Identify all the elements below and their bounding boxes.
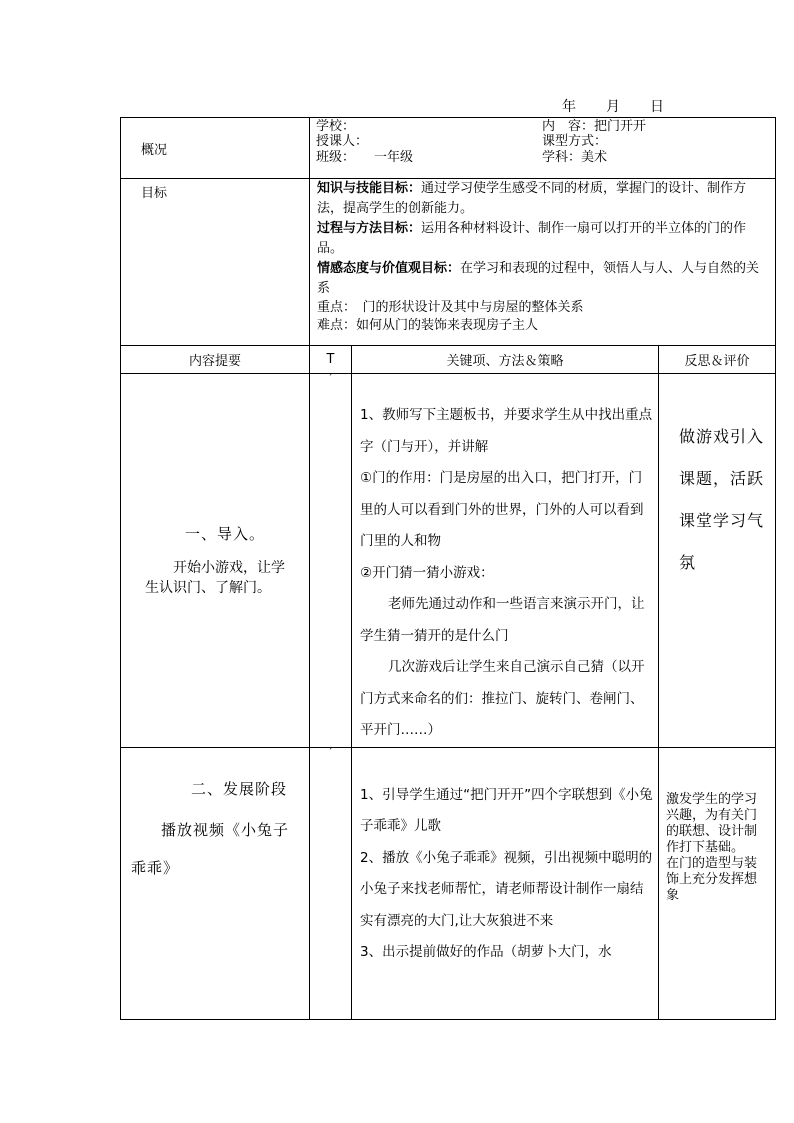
section1-p2: ①门的作用：门是房屋的出入口，把门打开，门里的人可以看到门外的世界，门外的人可以看到门里的人和物 bbox=[360, 470, 644, 549]
emotion-title: 情感态度与价值观目标： bbox=[317, 261, 461, 276]
school-label: 学校： bbox=[316, 119, 356, 134]
overview-label: 概况 bbox=[121, 118, 310, 179]
section1-row bbox=[121, 374, 776, 748]
date-month: 月 bbox=[606, 99, 620, 115]
section1-mark: ´ bbox=[328, 374, 333, 384]
difficulty-point: 难点：如何从门的装饰来表现房子主人 bbox=[317, 318, 539, 333]
section1-method bbox=[352, 374, 659, 748]
goals-label: 目标 bbox=[121, 179, 310, 346]
section2-row bbox=[121, 747, 776, 1019]
teacher-label: 授课人： bbox=[316, 134, 369, 149]
key-point: 重点： 门的形状设计及其中与房屋的整体关系 bbox=[317, 300, 584, 315]
type-label: 课型方式： bbox=[542, 134, 608, 149]
overview-row bbox=[121, 118, 776, 179]
date-line bbox=[562, 96, 664, 116]
goals-row bbox=[121, 179, 776, 346]
class-label: 班级： bbox=[316, 150, 356, 165]
knowledge-text: 通过学习使学生感受不同的材质，掌握门的设计、制作方法，提高学生的创新能力。 bbox=[317, 181, 747, 216]
section1-p5: 几次游戏后让学生来自己演示自己猜（以开门方式来命名的们：推拉门、旋转门、卷闸门、平开门……） bbox=[360, 659, 645, 738]
section2-content bbox=[121, 747, 310, 1019]
section2-p3: 3、出示提前做好的作品（胡萝卜大门，水 bbox=[360, 944, 612, 960]
section2-mark: ´ bbox=[328, 747, 333, 758]
header-time: T bbox=[310, 346, 352, 374]
header-row bbox=[121, 346, 776, 374]
section2-p1: 1、引导学生通过“把门开开”四个字联想到《小兔子乖乖》儿歌 bbox=[360, 786, 653, 834]
subject-label: 学科：美术 bbox=[542, 150, 608, 165]
section1-time bbox=[310, 374, 352, 748]
section2-reflection-1: 激发学生的学习兴趣，为有关门的联想、设计制作打下基础。 bbox=[666, 791, 758, 855]
header-content: 内容提要 bbox=[121, 346, 310, 374]
overview-info bbox=[310, 118, 776, 179]
emotion-text: 在学习和表现的过程中，领悟人与人、人与自然的关系 bbox=[317, 261, 760, 296]
goals-content bbox=[310, 179, 776, 346]
header-method: 关键项、方法＆策略 bbox=[352, 346, 659, 374]
knowledge-title: 知识与技能目标： bbox=[317, 181, 422, 196]
section1-reflection-text: 做游戏引入课题，活跃课堂学习气氛 bbox=[679, 427, 765, 572]
date-year: 年 bbox=[562, 99, 576, 115]
class-value: 一年级 bbox=[374, 150, 414, 165]
section1-p4: 老师先通过动作和一些语言来演示开门，让学生猜一猜开的是什么门 bbox=[360, 596, 645, 644]
process-title: 过程与方法目标： bbox=[317, 221, 422, 236]
section2-body: 播放视频《小兔子乖乖》 bbox=[131, 820, 290, 877]
section2-reflection bbox=[659, 747, 776, 1019]
date-day: 日 bbox=[650, 99, 664, 115]
section1-reflection bbox=[659, 374, 776, 748]
process-text: 运用各种材料设计、制作一扇可以打开的半立体的门的作品。 bbox=[317, 221, 747, 256]
header-reflection: 反思＆评价 bbox=[659, 346, 776, 374]
section1-body: 开始小游戏，让学生认识门、了解门。 bbox=[145, 559, 285, 596]
lesson-plan-table bbox=[120, 117, 776, 1020]
content-label: 内 容：把门开开 bbox=[542, 119, 647, 134]
section2-title: 二、发展阶段 bbox=[191, 779, 288, 798]
section1-title: 一、导入。 bbox=[184, 524, 265, 543]
section2-method bbox=[352, 747, 659, 1019]
section1-p3: ②开门猜一猜小游戏： bbox=[360, 564, 494, 581]
section2-time bbox=[310, 747, 352, 1019]
section2-reflection-2: 在门的造型与装饰上充分发挥想象 bbox=[666, 855, 758, 903]
section1-p1: 1、教师写下主题板书，并要求学生从中找出重点字（门与开），并讲解 bbox=[360, 407, 653, 455]
section2-p2: 2、播放《小兔子乖乖》视频，引出视频中聪明的小兔子来找老师帮忙，请老师帮设计制作一扇结实有漂亮的大门,让大灰狼进不来 bbox=[360, 849, 653, 929]
section1-content bbox=[121, 374, 310, 748]
